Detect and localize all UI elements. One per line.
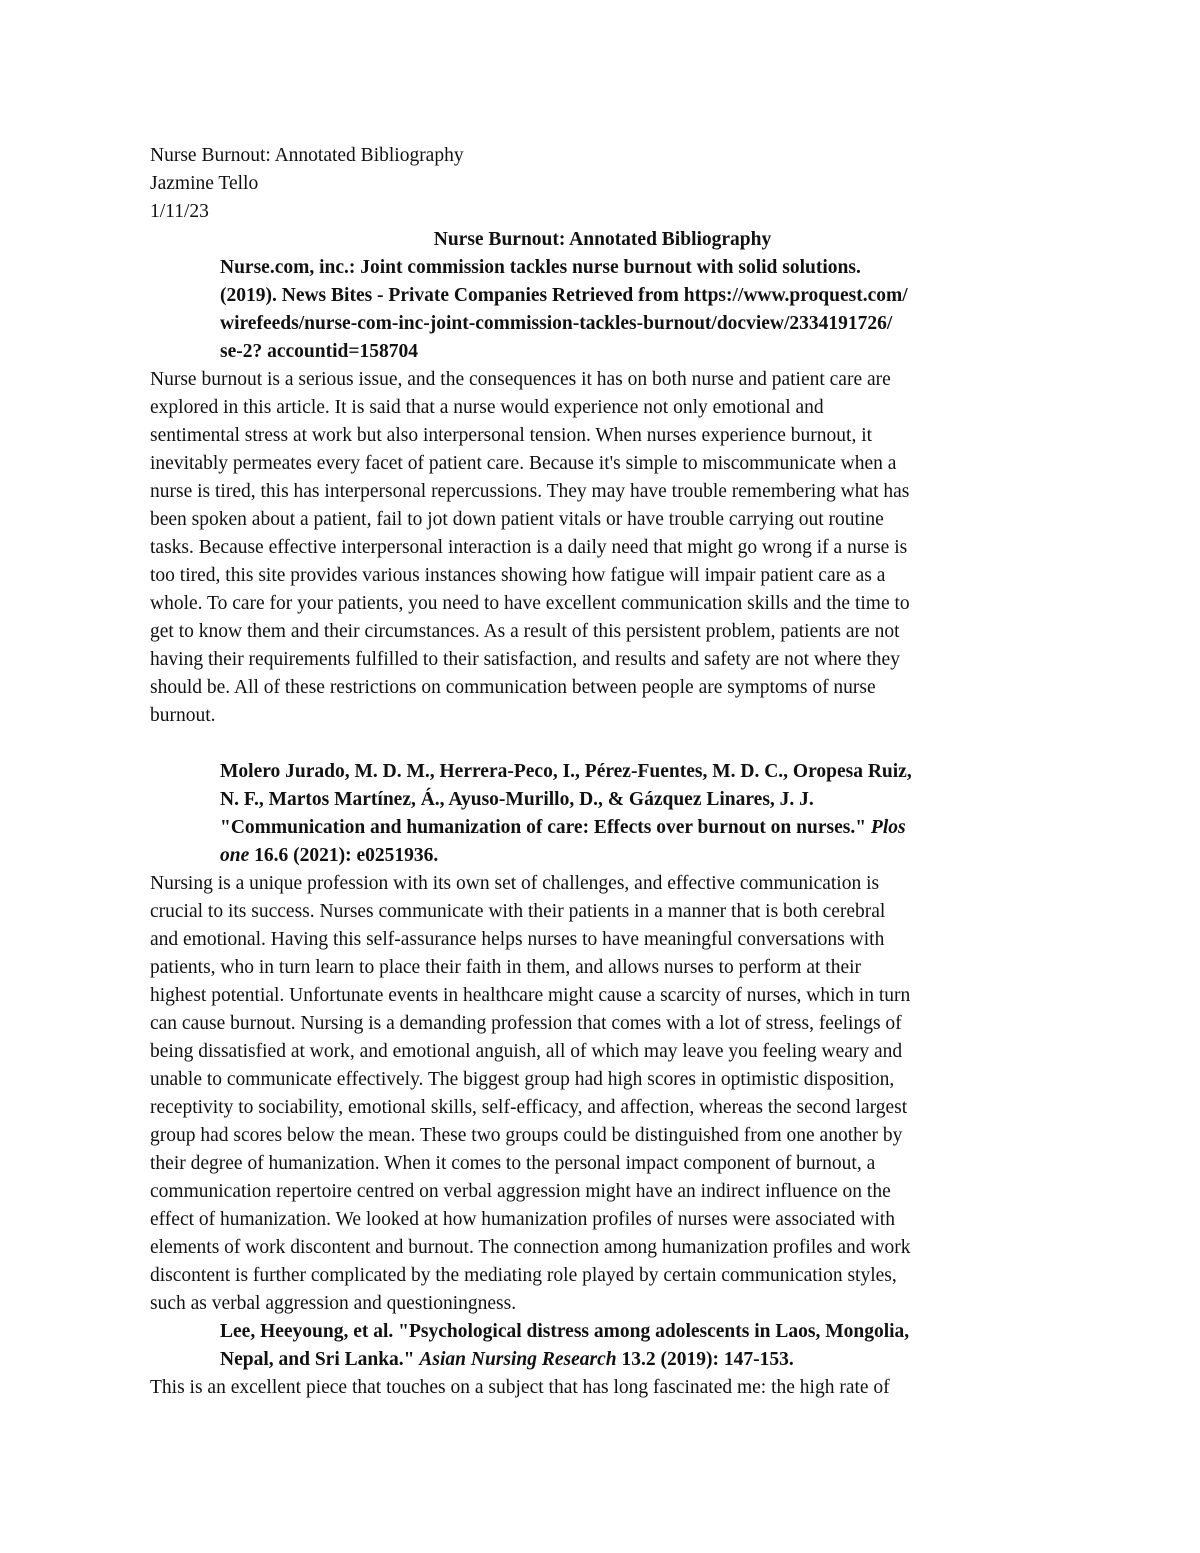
annotation-line: effect of humanization. We looked at how humanization profiles of nurses were associated with	[150, 1209, 895, 1230]
author-name: Jazmine Tello	[150, 173, 259, 194]
annotation-line: receptivity to sociability, emotional skills, self-efficacy, and affection, whereas the second largest	[150, 1097, 908, 1118]
citation-line: (2019). News Bites - Private Companies Retrieved from https://www.proquest.com/	[220, 285, 908, 306]
annotation-line: being dissatisfied at work, and emotional anguish, all of which may leave you feeling weary and	[150, 1041, 903, 1062]
citation-line	[220, 1346, 1055, 1374]
annotation-3	[150, 1374, 1055, 1402]
citation-volume: 13.2 (2019): 147-153.	[616, 1349, 794, 1370]
citation-article-title: Nepal, and Sri Lanka."	[220, 1349, 420, 1370]
annotation-line: having their requirements fulfilled to their satisfaction, and results and safety are not where they	[150, 649, 900, 670]
annotation-line: whole. To care for your patients, you need to have excellent communication skills and the time to	[150, 593, 910, 614]
annotation-2	[150, 870, 1055, 1318]
annotation-line: should be. All of these restrictions on communication between people are symptoms of nurse	[150, 677, 876, 698]
citation-line: wirefeeds/nurse-com-inc-joint-commission-tackles-burnout/docview/2334191726/	[220, 313, 893, 334]
citation-volume: 16.6 (2021): e0251936.	[249, 845, 439, 866]
annotation-line: get to know them and their circumstances. As a result of this persistent problem, patients are not	[150, 621, 900, 642]
citation-3	[150, 1318, 1055, 1374]
annotation-line: explored in this article. It is said that a nurse would experience not only emotional and	[150, 397, 824, 418]
annotation-line: highest potential. Unfortunate events in healthcare might cause a scarcity of nurses, which in turn	[150, 985, 911, 1006]
annotation-line: can cause burnout. Nursing is a demanding profession that comes with a lot of stress, feelings of	[150, 1013, 902, 1034]
citation-journal: Plos	[870, 817, 906, 838]
doc-date: 1/11/23	[150, 201, 209, 222]
annotation-line: Nurse burnout is a serious issue, and the consequences it has on both nurse and patient care are	[150, 369, 891, 390]
annotation-line: too tired, this site provides various instances showing how fatigue will impair patient care as a	[150, 565, 886, 586]
annotation-line: discontent is further complicated by the mediating role played by certain communication styles,	[150, 1265, 897, 1286]
annotation-line: group had scores below the mean. These two groups could be distinguished from one another by	[150, 1125, 903, 1146]
annotation-line: nurse is tired, this has interpersonal repercussions. They may have trouble remembering what has	[150, 481, 910, 502]
citation-1	[150, 254, 1055, 366]
annotation-line: their degree of humanization. When it comes to the personal impact component of burnout, a	[150, 1153, 876, 1174]
main-title: Nurse Burnout: Annotated Bibliography	[433, 229, 772, 250]
annotation-line: This is an excellent piece that touches on a subject that has long fascinated me: the high rate of	[150, 1377, 890, 1398]
citation-journal: Asian Nursing Research	[419, 1349, 617, 1370]
annotation-line: such as verbal aggression and questioningness.	[150, 1293, 517, 1314]
citation-2	[150, 758, 1055, 870]
annotation-line: elements of work discontent and burnout. The connection among humanization profiles and work	[150, 1237, 911, 1258]
annotation-line: crucial to its success. Nurses communicate with their patients in a manner that is both cerebral	[150, 901, 886, 922]
annotation-line: unable to communicate effectively. The biggest group had high scores in optimistic disposition,	[150, 1069, 895, 1090]
citation-line: Molero Jurado, M. D. M., Herrera-Peco, I., Pérez-Fuentes, M. D. C., Oropesa Ruiz,	[220, 761, 912, 782]
citation-line: se-2? accountid=158704	[220, 341, 418, 362]
citation-line	[220, 842, 1055, 870]
citation-line: Lee, Heeyoung, et al. "Psychological distress among adolescents in Laos, Mongolia,	[220, 1321, 910, 1342]
annotation-line: Nursing is a unique profession with its own set of challenges, and effective communication is	[150, 873, 880, 894]
citation-journal: one	[220, 845, 250, 866]
paragraph-gap	[150, 730, 1055, 758]
annotation-1	[150, 366, 1055, 730]
document-page	[150, 142, 1055, 1402]
citation-line: N. F., Martos Martínez, Á., Ayuso-Murillo, D., & Gázquez Linares, J. J.	[220, 789, 814, 810]
annotation-line: tasks. Because effective interpersonal interaction is a daily need that might go wrong if a nurse is	[150, 537, 908, 558]
citation-line	[220, 814, 1055, 842]
annotation-line: and emotional. Having this self-assurance helps nurses to have meaningful conversations with	[150, 929, 885, 950]
annotation-line: inevitably permeates every facet of patient care. Because it's simple to miscommunicate when a	[150, 453, 897, 474]
citation-line: Nurse.com, inc.: Joint commission tackles nurse burnout with solid solutions.	[220, 257, 861, 278]
annotation-line: communication repertoire centred on verbal aggression might have an indirect influence on the	[150, 1181, 891, 1202]
annotation-line: burnout.	[150, 705, 216, 726]
annotation-line: patients, who in turn learn to place their faith in them, and allows nurses to perform at their	[150, 957, 862, 978]
annotation-line: been spoken about a patient, fail to jot down patient vitals or have trouble carrying out routine	[150, 509, 884, 530]
citation-article-title: "Communication and humanization of care: Effects over burnout on nurses."	[220, 817, 871, 838]
annotation-line: sentimental stress at work but also interpersonal tension. When nurses experience burnout, it	[150, 425, 873, 446]
doc-title-header: Nurse Burnout: Annotated Bibliography	[150, 145, 464, 166]
